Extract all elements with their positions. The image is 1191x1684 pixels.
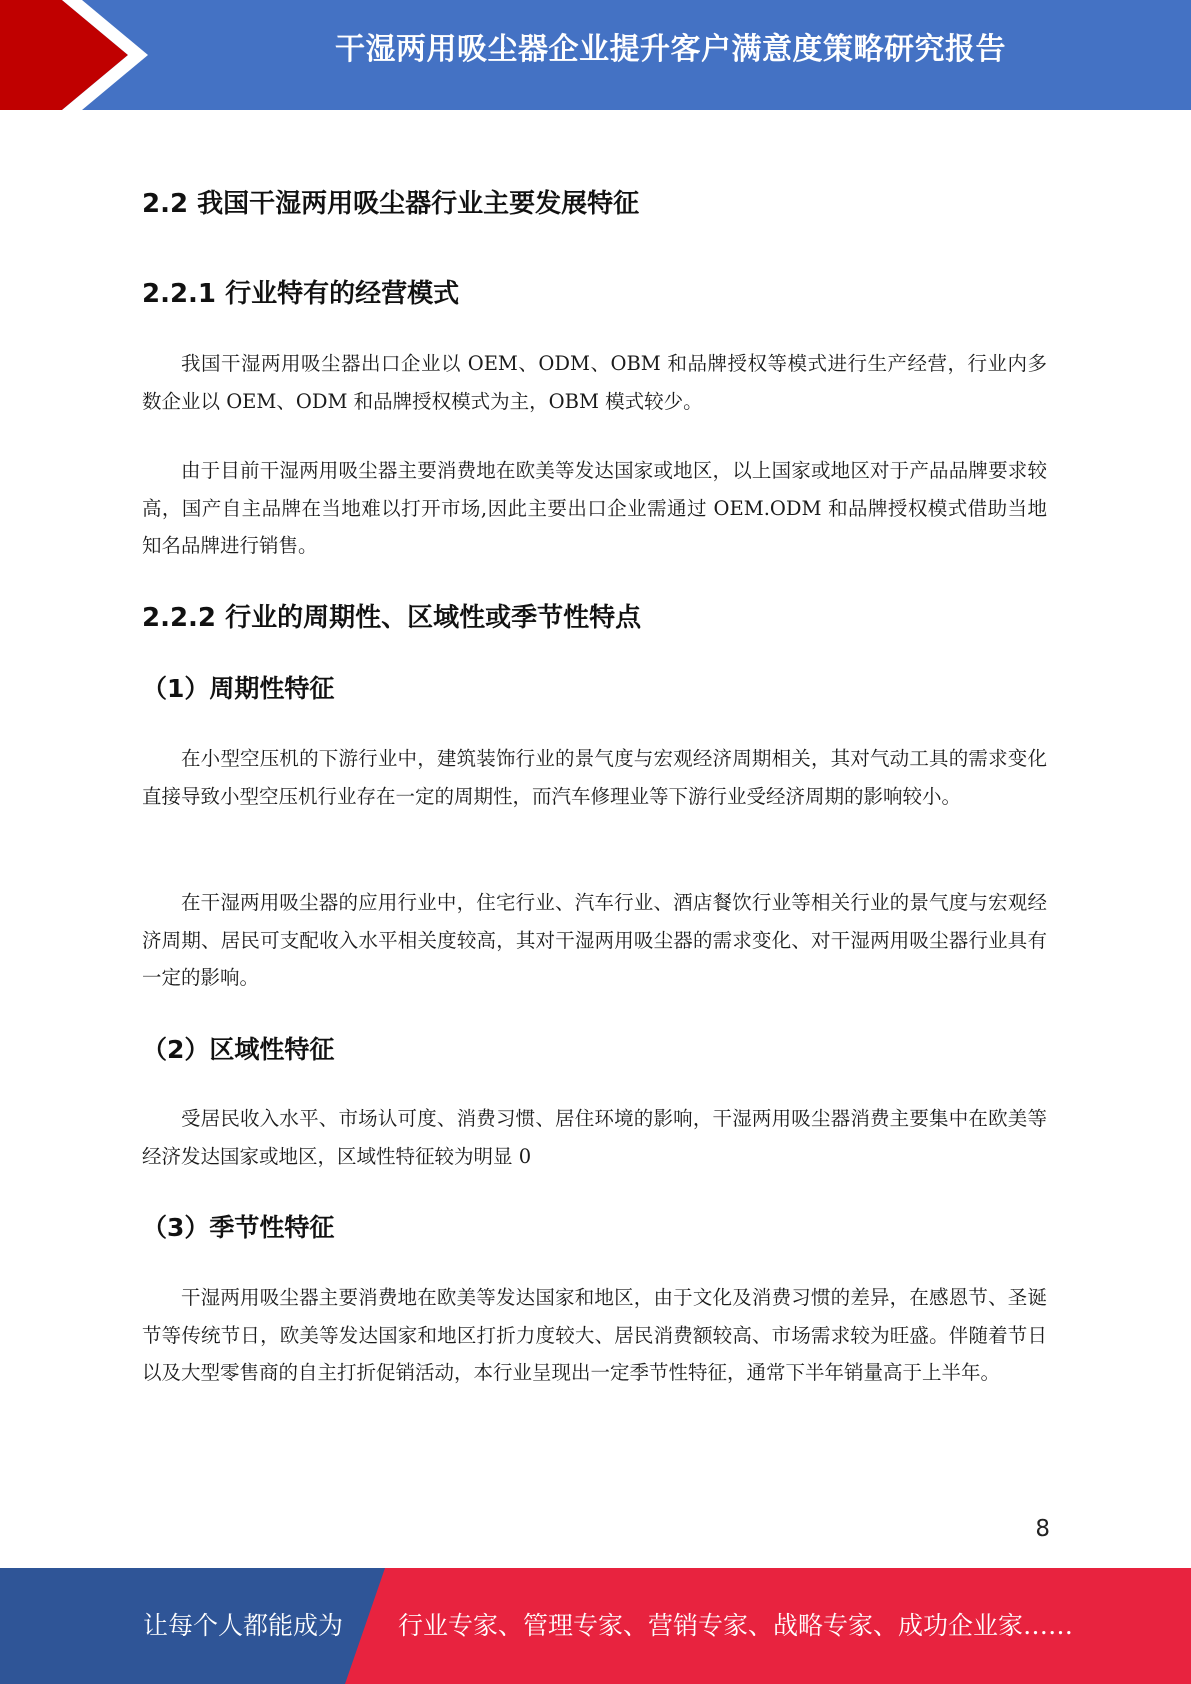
- section-heading-2-2: 2.2 我国干湿两用吸尘器行业主要发展特征: [142, 189, 640, 219]
- section-heading-2-2-2: 2.2.2 行业的周期性、区域性或季节性特点: [142, 603, 642, 633]
- paragraph-business-model-2: 由于目前干湿两用吸尘器主要消费地在欧美等发达国家或地区，以上国家或地区对于产品品牌要求较高，国产自主品牌在当地难以打开市场,因此主要出口企业需通过 OEM.ODM 和品牌授权模式借助当地知名品牌进行销售。: [142, 459, 1047, 557]
- subheading-seasonal: （3）季节性特征: [142, 1213, 335, 1242]
- page-number: 8: [1035, 1516, 1050, 1542]
- report-title: 干湿两用吸尘器企业提升客户满意度策略研究报告: [335, 32, 1006, 67]
- paragraph-cyclical-2: 在干湿两用吸尘器的应用行业中，住宅行业、汽车行业、酒店餐饮行业等相关行业的景气度与宏观经济周期、居民可支配收入水平相关度较高，其对干湿两用吸尘器的需求变化、对干湿两用吸尘器行业具有一定的影响。: [142, 891, 1047, 989]
- paragraph-seasonal-1: 干湿两用吸尘器主要消费地在欧美等发达国家和地区，由于文化及消费习惯的差异，在感恩节、圣诞节等传统节日，欧美等发达国家和地区打折力度较大、居民消费额较高、市场需求较为旺盛。伴随着节日以及大型零售商的自主打折促销活动，本行业呈现出一定季节性特征，通常下半年销量高于上半年。: [142, 1286, 1047, 1384]
- page-header: [0, 0, 1191, 110]
- subheading-regional: （2）区域性特征: [142, 1035, 335, 1064]
- paragraph-cyclical-1: 在小型空压机的下游行业中，建筑装饰行业的景气度与宏观经济周期相关，其对气动工具的需求变化直接导致小型空压机行业存在一定的周期性，而汽车修理业等下游行业受经济周期的影响较小。: [142, 747, 1047, 808]
- page-footer: [0, 1568, 1191, 1684]
- paragraph-regional-1: 受居民收入水平、市场认可度、消费习惯、居住环境的影响，干湿两用吸尘器消费主要集中在欧美等经济发达国家或地区，区域性特征较为明显 0: [142, 1107, 1047, 1168]
- section-heading-2-2-1: 2.2.1 行业特有的经营模式: [142, 279, 460, 309]
- footer-slogan-left: 让每个人都能成为: [143, 1611, 344, 1640]
- paragraph-business-model-1: 我国干湿两用吸尘器出口企业以 OEM、ODM、OBM 和品牌授权等模式进行生产经营，行业内多数企业以 OEM、ODM 和品牌授权模式为主，OBM 模式较少。: [142, 352, 1047, 413]
- footer-slogan-right: 行业专家、管理专家、营销专家、战略专家、成功企业家……: [398, 1611, 1074, 1640]
- subheading-cyclical: （1）周期性特征: [142, 674, 335, 703]
